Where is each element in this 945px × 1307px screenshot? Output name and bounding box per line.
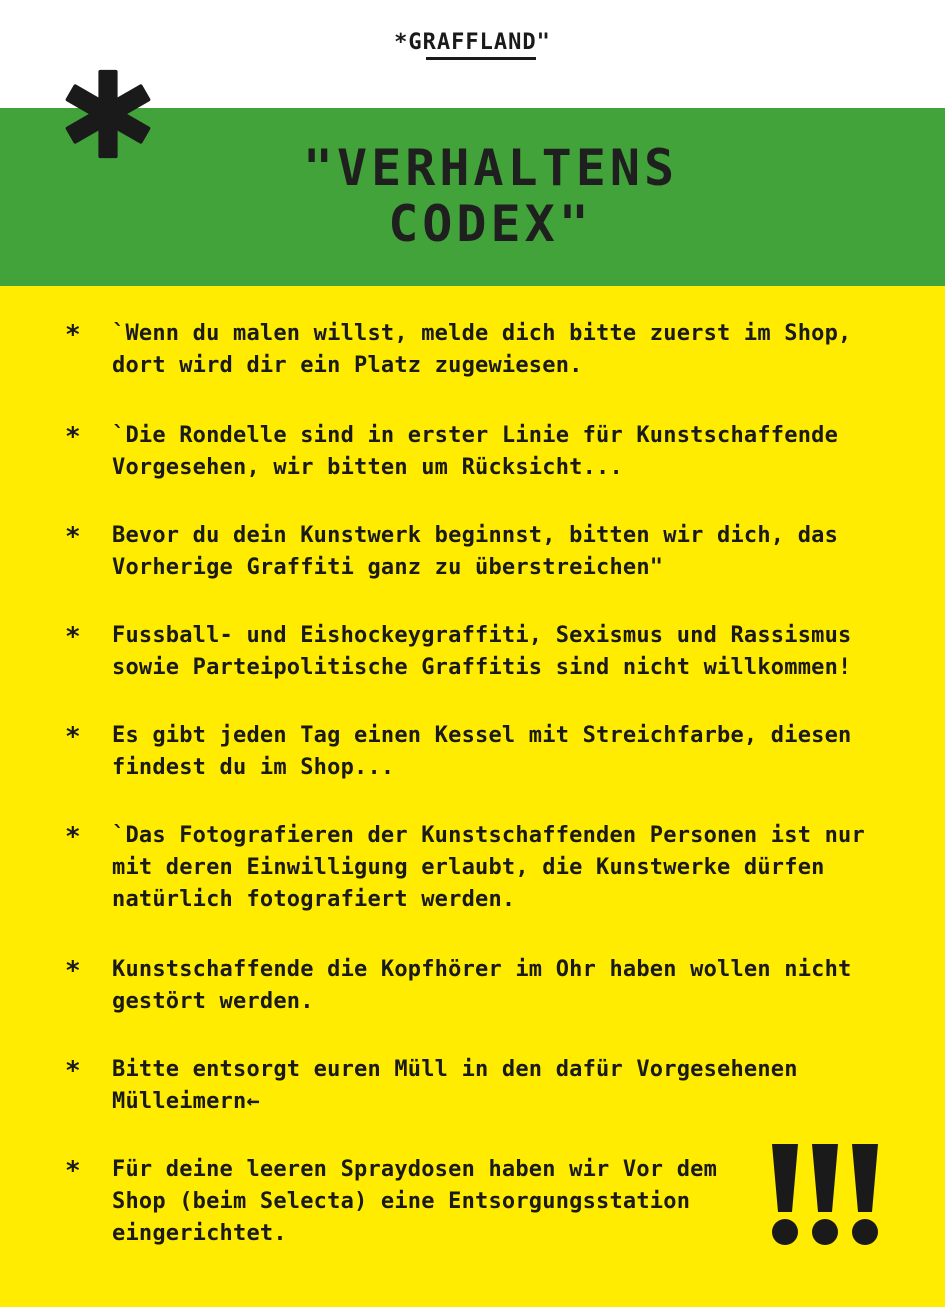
bullet-icon: * [66,822,80,852]
bullet-icon: * [66,1156,80,1186]
rule-text: `Wenn du malen willst, melde dich bitte zuerst im Shop, dort wird dir ein Platz zugewiesen. [112,321,852,378]
bullet-icon: * [66,422,80,452]
rule-text: Kunstschaffende die Kopfhörer im Ohr haben wollen nicht gestört werden. [112,957,852,1014]
bullet-icon: * [66,1056,80,1086]
rule-text: Für deine leeren Spraydosen haben wir Vor dem Shop (beim Selecta) eine Entsorgungsstation eingerichtet. [112,1157,718,1246]
title-line-1: "VERHALTENS [302,139,679,197]
brand-logo [0,30,945,60]
rule-text: `Die Rondelle sind in erster Linie für Kunstschaffende Vorgesehen, wir bitten um Rücksicht... [112,423,839,480]
page-title [18,140,945,252]
rule-text: Bevor du dein Kunstwerk beginnst, bitten wir dich, das Vorherige Graffiti ganz zu überstreichen" [112,523,839,580]
bullet-icon: * [66,956,80,986]
bullet-icon: * [66,722,80,752]
bullet-icon: * [66,522,80,552]
triple-exclamation-icon [766,1140,884,1250]
rule-text: `Das Fotografieren der Kunstschaffenden Personen ist nur mit deren Einwilligung erlaubt, die Kunstwerke dürfen natürlich fotografiert werden. [112,823,865,912]
brand-underline [426,57,536,60]
brand-text: *GRAFFLAND" [394,30,551,55]
bullet-icon: * [66,622,80,652]
rule-text: Es gibt jeden Tag einen Kessel mit Streichfarbe, diesen findest du im Shop... [112,723,852,780]
title-line-2: CODEX" [388,195,593,253]
bullet-icon: * [66,320,80,350]
rule-text: Fussball- und Eishockeygraffiti, Sexismus und Rassismus sowie Parteipolitische Graffitis sind nicht willkommen! [112,623,852,680]
rule-text: Bitte entsorgt euren Müll in den dafür Vorgesehenen Mülleimern← [112,1057,798,1114]
